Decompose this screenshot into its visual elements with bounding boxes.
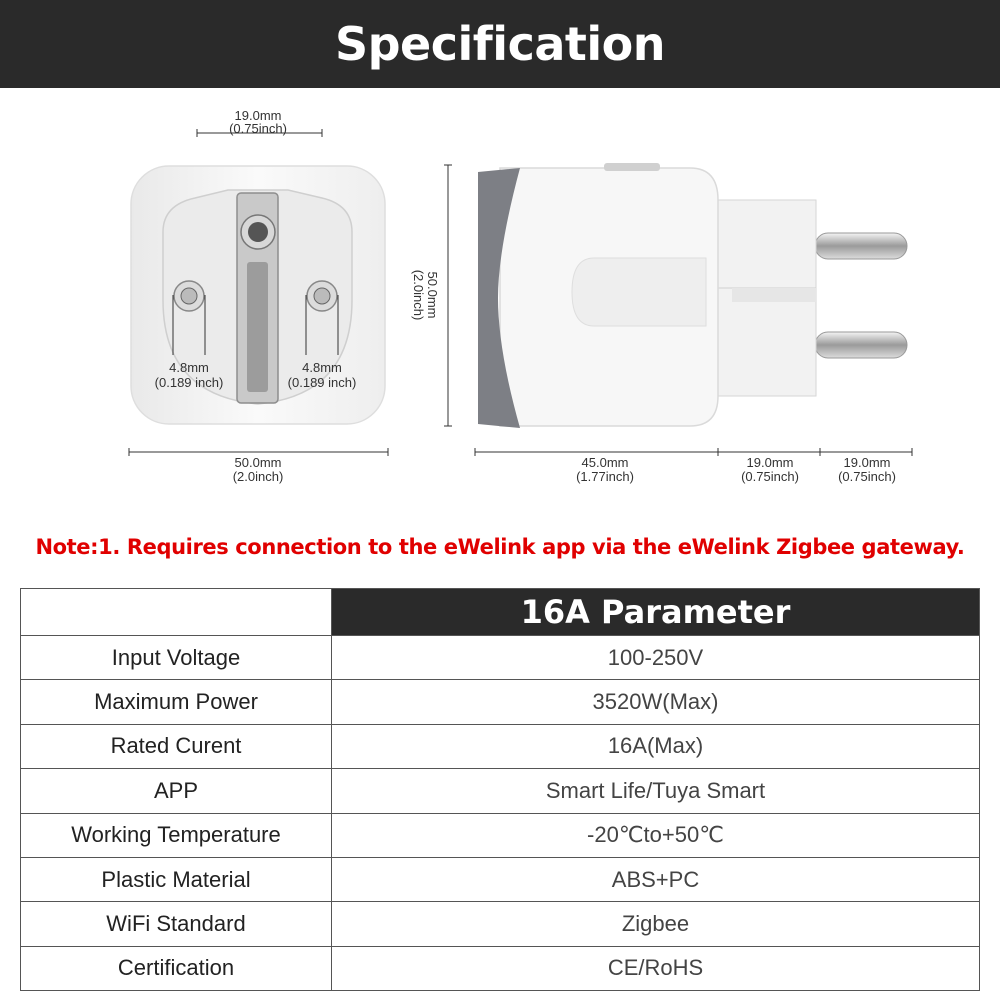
table-row (21, 680, 980, 724)
table-row (21, 724, 980, 768)
row-label: WiFi Standard (21, 902, 332, 946)
table-row (21, 813, 980, 857)
front-width-mm: 50.0mm (234, 455, 282, 470)
side-body-mm: 45.0mm (581, 455, 629, 470)
header-bar (0, 0, 1000, 88)
row-label: Plastic Material (21, 857, 332, 901)
row-label: Working Temperature (21, 813, 332, 857)
dimension-diagram (0, 88, 1000, 528)
row-value: 100-250V (332, 636, 980, 680)
table-row (21, 769, 980, 813)
side-view-plug (478, 163, 907, 428)
row-value: 3520W(Max) (332, 680, 980, 724)
pin-left-mm: 4.8mm (169, 360, 209, 375)
pin-right-inch: (0.189 inch) (287, 375, 357, 390)
table-row (21, 636, 980, 680)
row-value: ABS+PC (332, 857, 980, 901)
side-body-inch: (1.77inch) (576, 469, 634, 484)
pin-left-inch: (0.189 inch) (154, 375, 224, 390)
page-title: Specification (335, 17, 665, 71)
table-row (21, 902, 980, 946)
side-height-mm: 50.0mm (425, 271, 440, 319)
row-value: Smart Life/Tuya Smart (332, 769, 980, 813)
spec-table-header-row (21, 589, 980, 636)
table-row (21, 946, 980, 990)
row-value: Zigbee (332, 902, 980, 946)
row-label: Rated Curent (21, 724, 332, 768)
spec-table (20, 588, 980, 991)
front-top-inch: (0.75inch) (229, 121, 287, 136)
side-pin-inch: (0.75inch) (838, 469, 896, 484)
table-row (21, 857, 980, 901)
pin-right-mm: 4.8mm (302, 360, 342, 375)
side-height-inch: (2.0inch) (411, 269, 426, 321)
front-width-inch: (2.0inch) (232, 469, 284, 484)
side-mid-inch: (0.75inch) (741, 469, 799, 484)
note-text: Note:1. Requires connection to the eWelink app via the eWelink Zigbee gateway. (35, 535, 965, 559)
side-mid-mm: 19.0mm (746, 455, 794, 470)
row-label: APP (21, 769, 332, 813)
row-value: -20℃to+50℃ (332, 813, 980, 857)
row-value: 16A(Max) (332, 724, 980, 768)
row-label: Maximum Power (21, 680, 332, 724)
side-pin-mm: 19.0mm (843, 455, 891, 470)
row-label: Input Voltage (21, 636, 332, 680)
row-value: CE/RoHS (332, 946, 980, 990)
front-top-mm: 19.0mm (234, 108, 282, 123)
spec-header-title: 16A Parameter (332, 589, 980, 636)
spec-header-blank (21, 589, 332, 636)
row-label: Certification (21, 946, 332, 990)
